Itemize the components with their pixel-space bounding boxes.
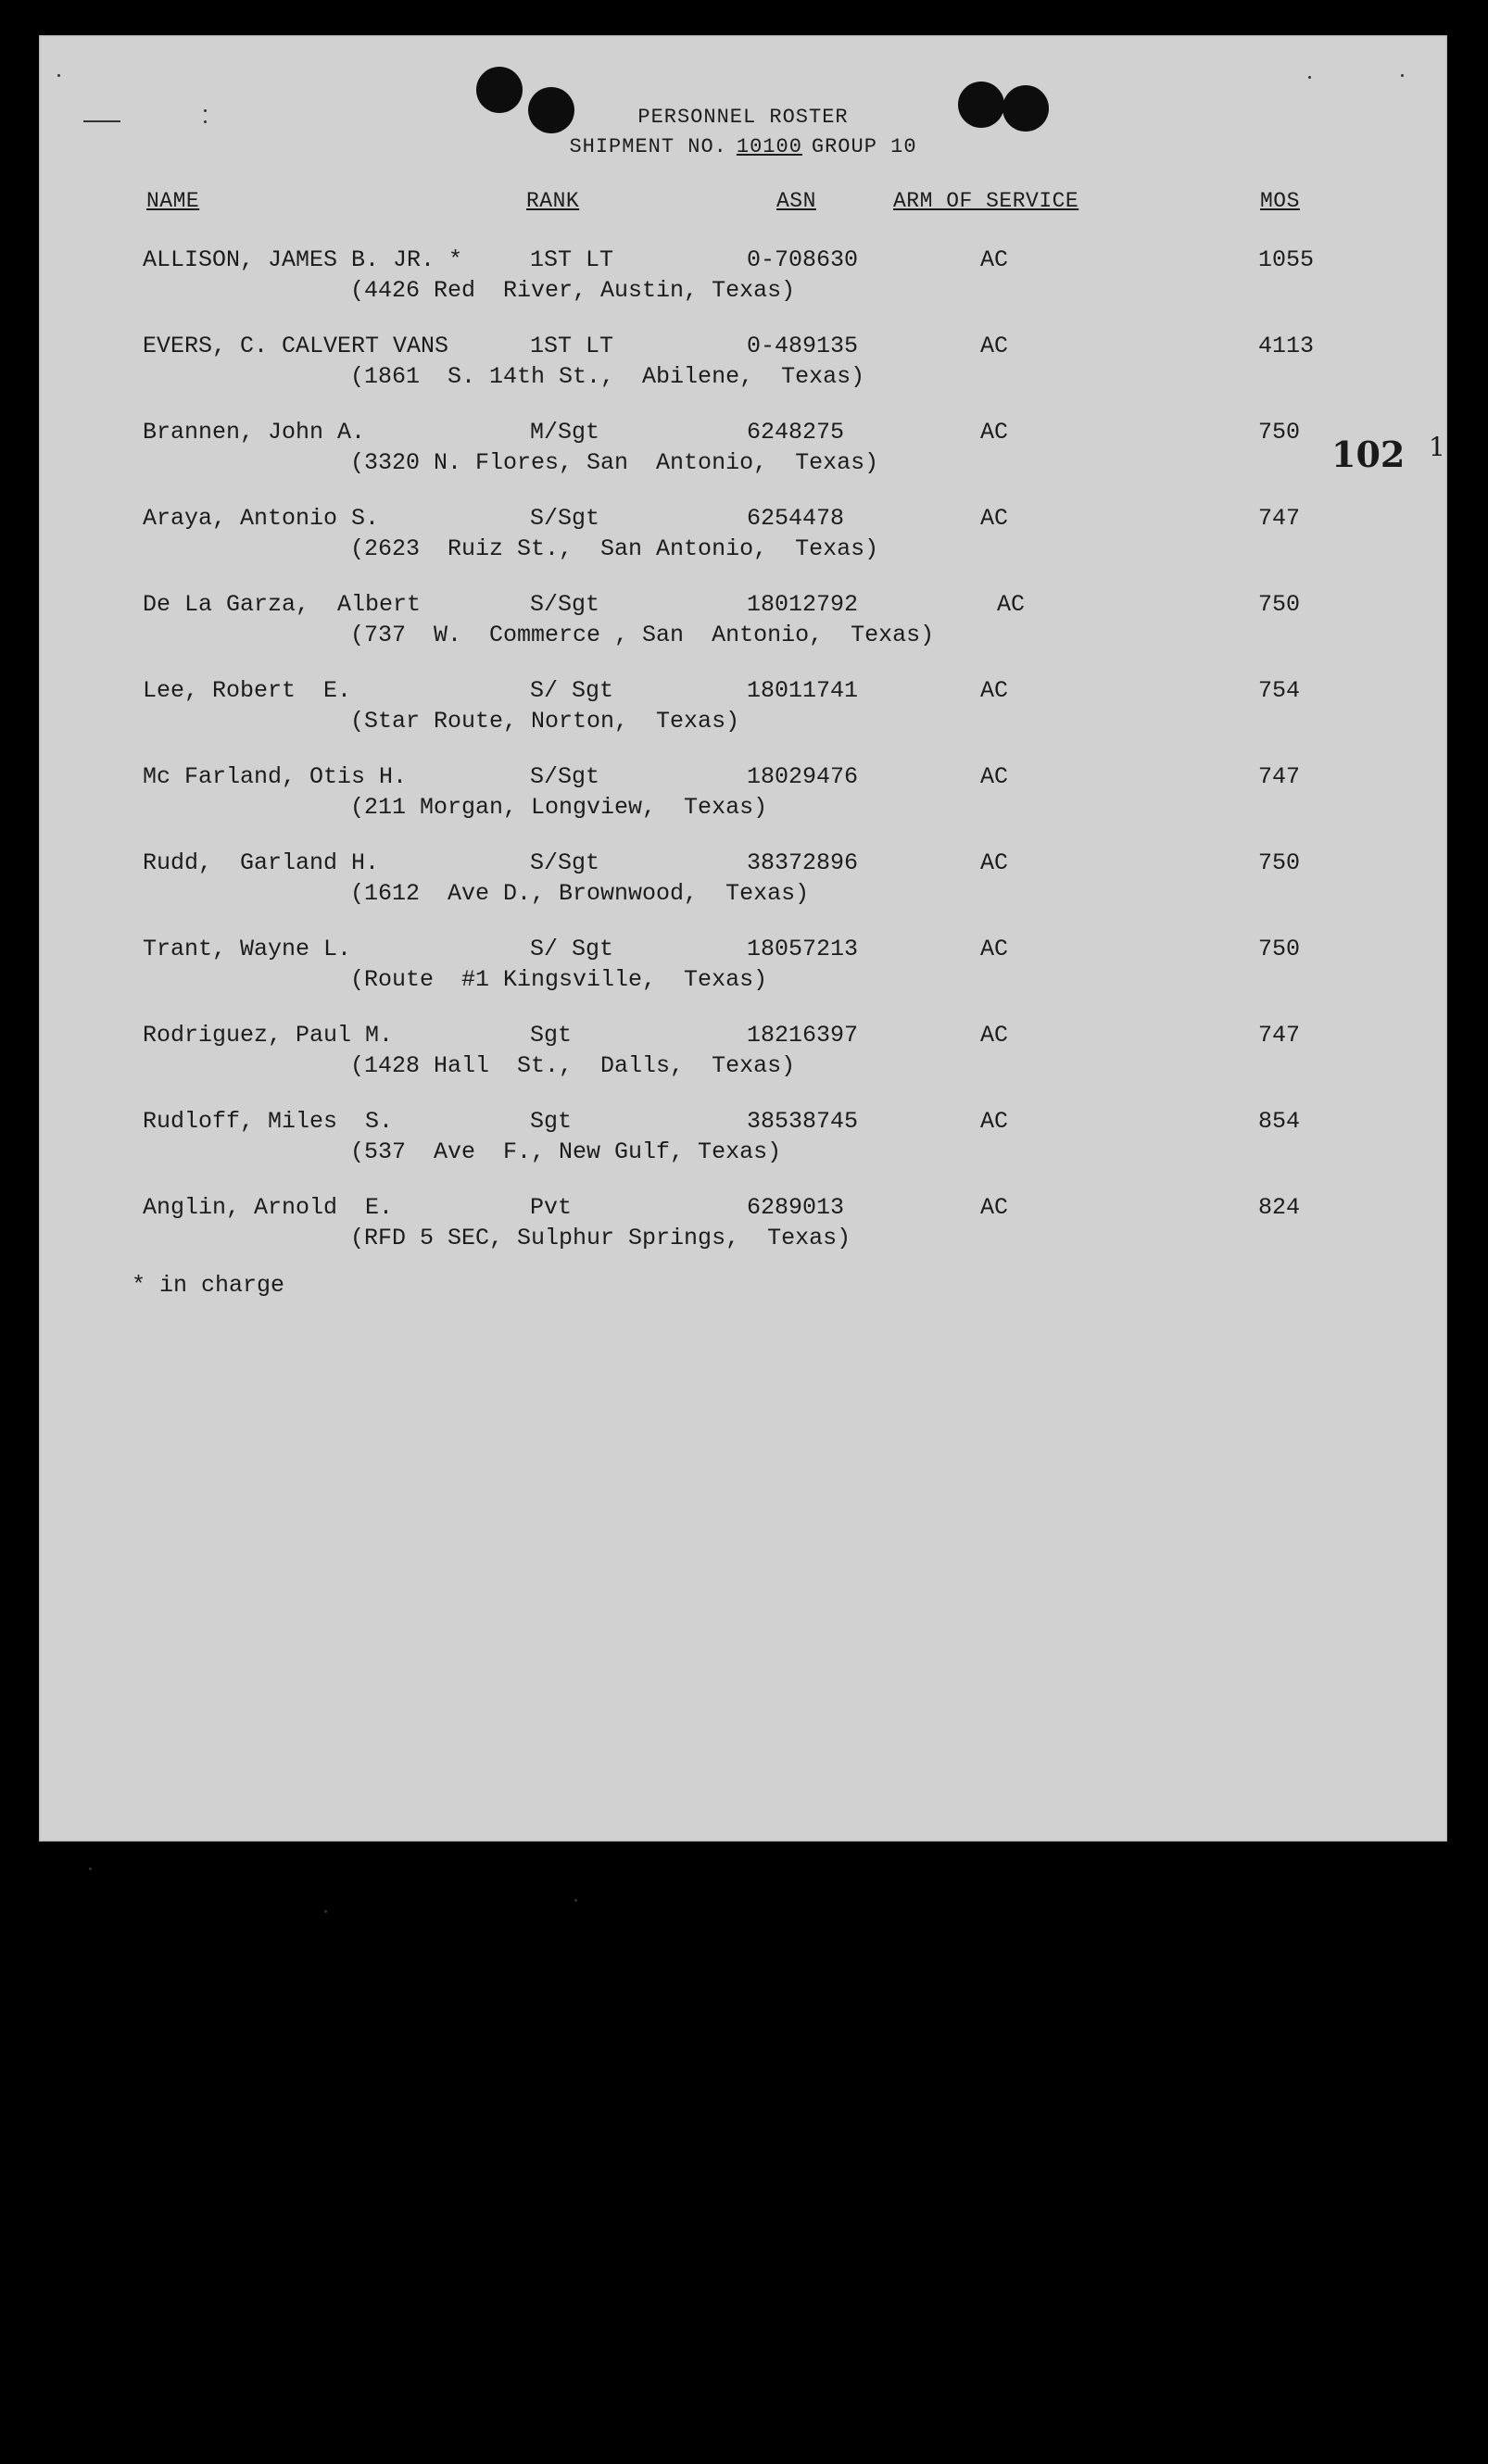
- person-name: Mc Farland, Otis H.: [143, 763, 408, 790]
- person-name: Anglin, Arnold E.: [143, 1194, 394, 1221]
- roster-title: PERSONNEL ROSTER: [637, 106, 849, 129]
- person-address: (537 Ave F., New Gulf, Texas): [350, 1138, 782, 1165]
- person-arm: AC: [980, 1108, 1009, 1135]
- roster-row: [39, 936, 1447, 1010]
- person-rank: S/ Sgt: [530, 936, 614, 962]
- roster-row: [39, 1194, 1447, 1268]
- person-mos: 1055: [1258, 246, 1315, 273]
- roster-row: [39, 1022, 1447, 1096]
- roster-row: [39, 763, 1447, 837]
- person-arm: AC: [997, 591, 1026, 618]
- person-asn: 18216397: [747, 1022, 859, 1049]
- column-header-rank: RANK: [526, 189, 580, 213]
- person-address: (RFD 5 SEC, Sulphur Springs, Texas): [350, 1225, 851, 1251]
- footnote-in-charge: * in charge: [132, 1272, 285, 1299]
- person-mos: 747: [1258, 505, 1301, 532]
- person-name: ALLISON, JAMES B. JR. *: [143, 246, 463, 273]
- person-mos: 750: [1258, 591, 1301, 618]
- person-arm: AC: [980, 246, 1009, 273]
- person-arm: AC: [980, 1022, 1009, 1049]
- person-rank: S/Sgt: [530, 849, 600, 876]
- person-asn: 6289013: [747, 1194, 845, 1221]
- person-name: Rudloff, Miles S.: [143, 1108, 394, 1135]
- person-mos: 4113: [1258, 333, 1315, 359]
- person-name: Rodriguez, Paul M.: [143, 1022, 394, 1049]
- roster-row: [39, 1108, 1447, 1182]
- person-arm: AC: [980, 1194, 1009, 1221]
- column-header-arm-of-service: ARM OF SERVICE: [893, 189, 1079, 213]
- person-mos: 754: [1258, 677, 1301, 704]
- speck: [89, 1867, 92, 1870]
- person-asn: 18011741: [747, 677, 859, 704]
- person-address: (Star Route, Norton, Texas): [350, 708, 740, 735]
- person-arm: AC: [980, 333, 1009, 359]
- person-rank: Sgt: [530, 1022, 573, 1049]
- roster-row: [39, 849, 1447, 924]
- person-address: (1428 Hall St., Dalls, Texas): [350, 1052, 796, 1079]
- column-header-mos: MOS: [1260, 189, 1300, 213]
- person-arm: AC: [980, 419, 1009, 446]
- document-page: [39, 35, 1447, 1842]
- person-asn: 38538745: [747, 1108, 859, 1135]
- person-rank: S/Sgt: [530, 763, 600, 790]
- person-asn: 38372896: [747, 849, 859, 876]
- person-name: De La Garza, Albert: [143, 591, 422, 618]
- person-rank: M/Sgt: [530, 419, 600, 446]
- person-mos: 750: [1258, 936, 1301, 962]
- group-label: GROUP 10: [811, 135, 917, 158]
- speck: [324, 1910, 327, 1913]
- roster-row: [39, 591, 1447, 665]
- person-arm: AC: [980, 849, 1009, 876]
- person-rank: 1ST LT: [530, 333, 614, 359]
- person-asn: 0-708630: [747, 246, 859, 273]
- person-address: (737 W. Commerce , San Antonio, Texas): [350, 622, 935, 648]
- document-title: [39, 106, 1447, 129]
- person-mos: 854: [1258, 1108, 1301, 1135]
- shipment-line: [39, 135, 1447, 158]
- person-rank: S/ Sgt: [530, 677, 614, 704]
- shipment-number: 10100: [736, 135, 802, 158]
- speck: [57, 74, 60, 77]
- person-asn: 0-489135: [747, 333, 859, 359]
- person-asn: 18012792: [747, 591, 859, 618]
- person-rank: Pvt: [530, 1194, 573, 1221]
- person-rank: S/Sgt: [530, 591, 600, 618]
- roster-row: [39, 419, 1447, 493]
- person-mos: 750: [1258, 419, 1301, 446]
- person-asn: 18029476: [747, 763, 859, 790]
- person-address: (2623 Ruiz St., San Antonio, Texas): [350, 535, 879, 562]
- person-mos: 747: [1258, 1022, 1301, 1049]
- person-address: (3320 N. Flores, San Antonio, Texas): [350, 449, 879, 476]
- person-arm: AC: [980, 505, 1009, 532]
- person-name: Trant, Wayne L.: [143, 936, 352, 962]
- person-mos: 824: [1258, 1194, 1301, 1221]
- person-arm: AC: [980, 936, 1009, 962]
- person-asn: 6248275: [747, 419, 845, 446]
- column-header-name: NAME: [146, 189, 200, 213]
- column-header-asn: ASN: [776, 189, 816, 213]
- speck: [1308, 76, 1311, 79]
- person-rank: S/Sgt: [530, 505, 600, 532]
- person-address: (211 Morgan, Longview, Texas): [350, 794, 768, 821]
- roster-row: [39, 246, 1447, 321]
- roster-row: [39, 333, 1447, 407]
- person-address: (1612 Ave D., Brownwood, Texas): [350, 880, 810, 907]
- speck: [1401, 74, 1404, 77]
- person-rank: 1ST LT: [530, 246, 614, 273]
- person-address: (1861 S. 14th St., Abilene, Texas): [350, 363, 865, 390]
- person-rank: Sgt: [530, 1108, 573, 1135]
- person-arm: AC: [980, 763, 1009, 790]
- roster-row: [39, 505, 1447, 579]
- person-address: (4426 Red River, Austin, Texas): [350, 277, 796, 304]
- person-name: Rudd, Garland H.: [143, 849, 380, 876]
- speck: [574, 1899, 577, 1902]
- person-address: (Route #1 Kingsville, Texas): [350, 966, 768, 993]
- shipment-label: SHIPMENT NO.: [569, 135, 727, 158]
- person-name: Lee, Robert E.: [143, 677, 352, 704]
- person-name: Araya, Antonio S.: [143, 505, 380, 532]
- page-number-mark: 1: [1429, 432, 1445, 462]
- person-arm: AC: [980, 677, 1009, 704]
- page-number-stamp: 102: [1331, 434, 1406, 475]
- person-name: EVERS, C. CALVERT VANS: [143, 333, 449, 359]
- person-asn: 18057213: [747, 936, 859, 962]
- person-mos: 747: [1258, 763, 1301, 790]
- person-mos: 750: [1258, 849, 1301, 876]
- person-name: Brannen, John A.: [143, 419, 366, 446]
- person-asn: 6254478: [747, 505, 845, 532]
- roster-row: [39, 677, 1447, 751]
